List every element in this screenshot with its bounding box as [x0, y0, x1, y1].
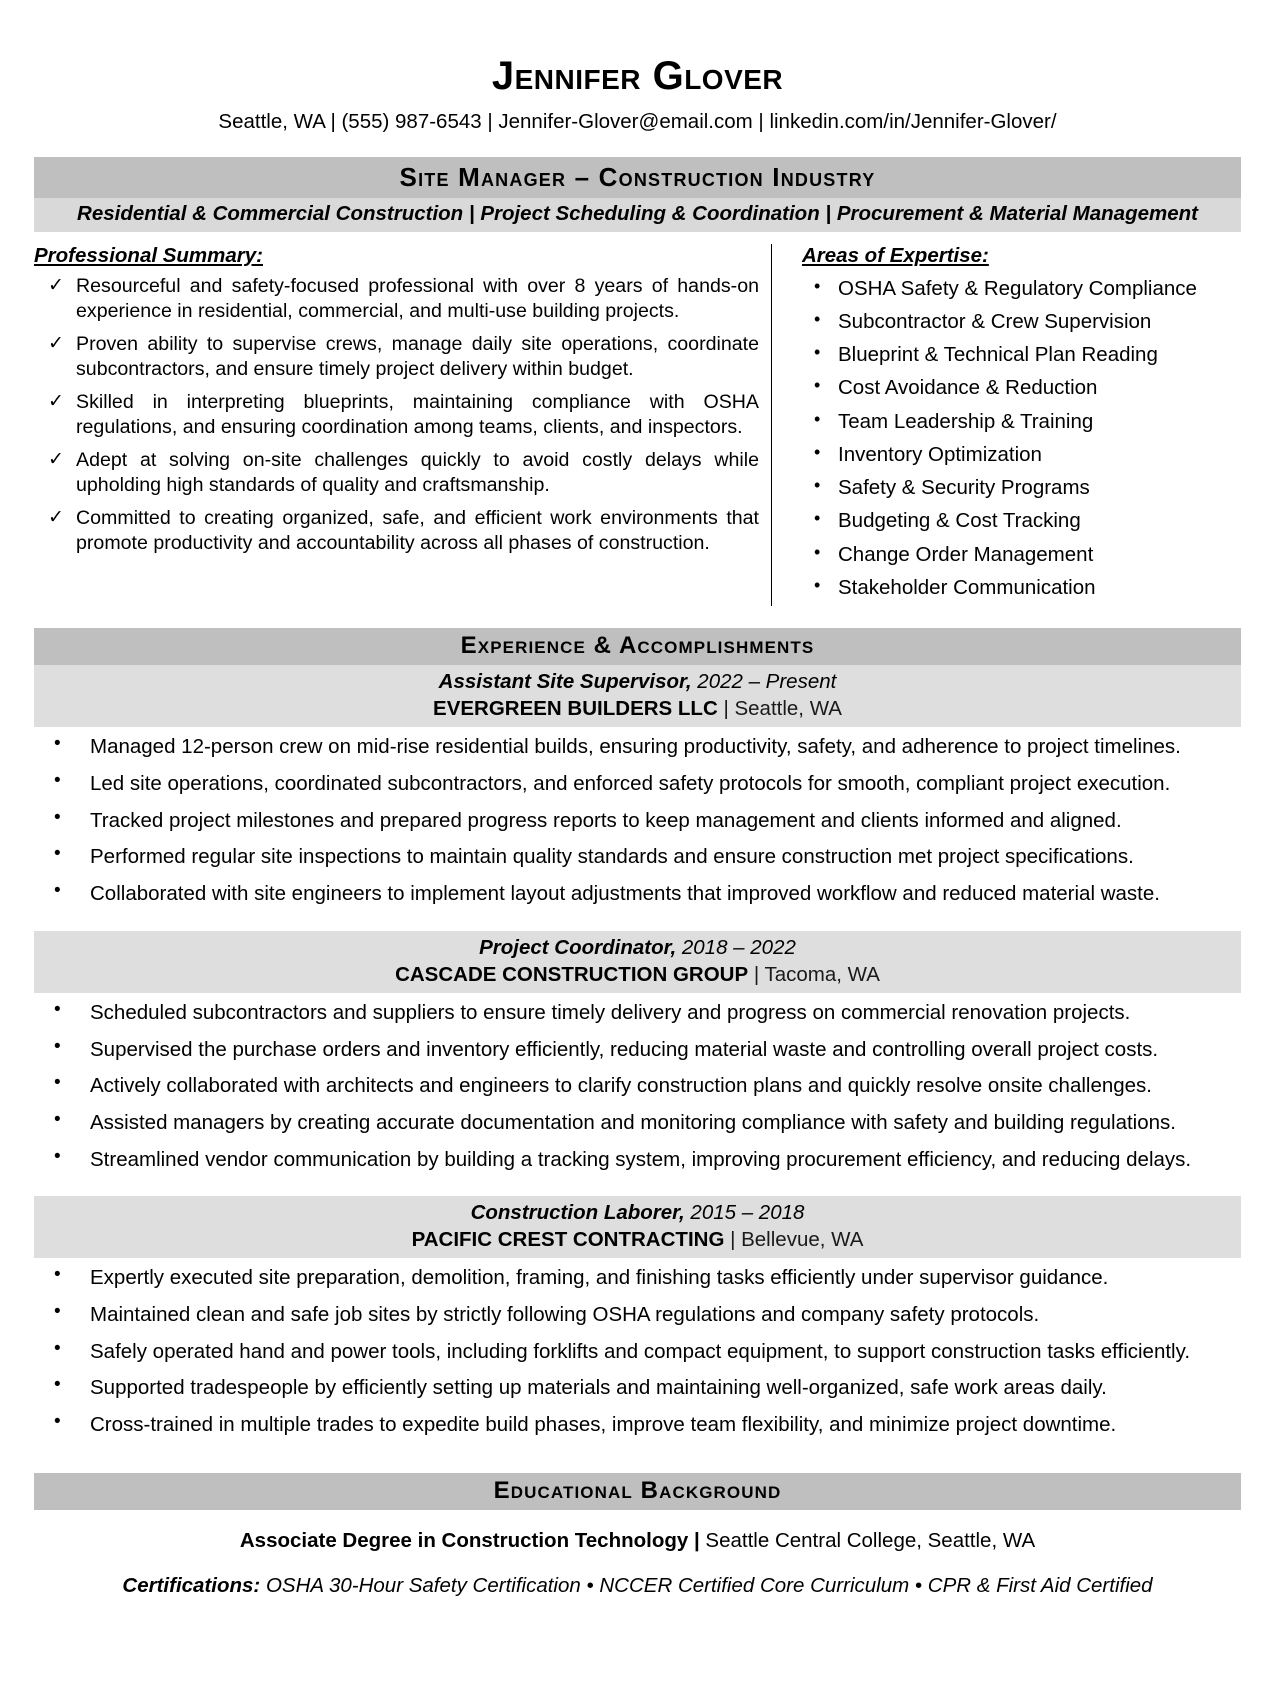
company-name: CASCADE CONSTRUCTION GROUP: [395, 962, 749, 986]
bullet-icon: •: [814, 441, 821, 462]
list-item: [802, 340, 1241, 370]
list-item-text: Adept at solving on-site challenges quickly to avoid costly delays while upholding high standards of quality and craftsmanship.: [76, 448, 759, 497]
job-title-line: [34, 1199, 1241, 1226]
list-item-text: Actively collaborated with architects and engineers to clarify construction plans and quickly resolve onsite challenges.: [90, 1074, 1153, 1098]
certifications-label: Certifications:: [122, 1573, 261, 1597]
list-item-text: Tracked project milestones and prepared progress reports to keep management and clients informed and aligned.: [90, 808, 1122, 832]
list-item-text: Skilled in interpreting blueprints, maintaining compliance with OSHA regulations, and ensuring coordination among teams, clients, and inspectors.: [76, 390, 759, 439]
bullet-icon: •: [814, 574, 821, 595]
list-item: [34, 448, 759, 499]
checkmark-icon: ✓: [48, 390, 64, 412]
degree-name: Associate Degree in Construction Technology |: [239, 1529, 700, 1553]
job-title-line: [34, 668, 1241, 695]
list-item: [802, 373, 1241, 403]
bullet-icon: •: [814, 308, 821, 329]
job-title-line: [34, 934, 1241, 961]
list-item-text: Blueprint & Technical Plan Reading: [838, 343, 1158, 367]
list-item-text: Scheduled subcontractors and suppliers to ensure timely delivery and progress on commercial renovation projects.: [90, 1000, 1131, 1024]
page-title: Jennifer Glover: [491, 54, 784, 98]
list-item-text: Inventory Optimization: [838, 442, 1042, 466]
job-bullet-list: [34, 999, 1241, 1173]
list-item: [34, 733, 1241, 761]
list-item: [34, 1072, 1241, 1100]
job-header: [34, 1196, 1241, 1258]
list-item-text: Resourceful and safety-focused professional with over 8 years of hands-on experience in residential, commercial, and multi-use building projects.: [76, 274, 759, 323]
bullet-icon: •: [54, 1301, 61, 1322]
list-item-text: Safely operated hand and power tools, including forklifts and compact equipment, to support construction tasks efficiently.: [90, 1339, 1191, 1363]
job-dates: 2018 – 2022: [676, 935, 796, 959]
list-item: [34, 1036, 1241, 1064]
company-name: EVERGREEN BUILDERS LLC: [433, 697, 718, 721]
list-item-text: Subcontractor & Crew Supervision: [838, 309, 1152, 333]
list-item-text: Committed to creating organized, safe, and efficient work environments that promote productivity and accountability across all phases of construction.: [76, 506, 759, 554]
list-item: [802, 407, 1241, 437]
list-item: [34, 274, 759, 325]
bullet-icon: •: [54, 1264, 61, 1286]
contact-line: Seattle, WA | (555) 987-6543 | Jennifer-Glover@email.com | linkedin.com/in/Jennifer-Glover/: [218, 110, 1057, 133]
bullet-icon: •: [54, 1374, 61, 1396]
bullet-icon: •: [54, 770, 61, 792]
list-item-text: Supported tradespeople by efficiently setting up materials and maintaining well-organized, safe work areas daily.: [90, 1376, 1107, 1400]
company-location: | Tacoma, WA: [748, 962, 880, 986]
list-item-text: Managed 12-person crew on mid-rise residential builds, ensuring productivity, safety, and adherence to project timelines.: [90, 735, 1181, 759]
job-company-line: [34, 695, 1241, 722]
checkmark-icon: ✓: [48, 332, 64, 354]
areas-of-expertise-column: [772, 244, 1241, 606]
list-item: [34, 770, 1241, 798]
bullet-icon: •: [54, 1108, 61, 1130]
professional-summary-list: [34, 274, 759, 557]
list-item-text: Supervised the purchase orders and inventory efficiently, reducing material waste and controlling overall project costs.: [90, 1037, 1159, 1061]
list-item-text: Performed regular site inspections to maintain quality standards and ensure construction met project specifications.: [90, 845, 1134, 869]
list-item: [802, 307, 1241, 337]
list-item-text: OSHA Safety & Regulatory Compliance: [838, 276, 1197, 300]
headline-block: [34, 157, 1241, 232]
list-item-text: Cost Avoidance & Reduction: [838, 376, 1098, 400]
bullet-icon: •: [54, 843, 61, 865]
list-item: [34, 1301, 1241, 1329]
bullet-icon: •: [54, 1035, 61, 1057]
bullet-icon: •: [814, 275, 821, 296]
list-item-text: Assisted managers by creating accurate documentation and monitoring compliance with safety and building regulations.: [90, 1110, 1176, 1134]
job-header: [34, 931, 1241, 993]
bullet-icon: •: [54, 880, 61, 902]
list-item: [34, 880, 1241, 908]
divider-space: [0, 917, 1275, 931]
list-item-text: Budgeting & Cost Tracking: [838, 509, 1081, 533]
list-item: [802, 573, 1241, 603]
list-item-text: Safety & Security Programs: [838, 476, 1090, 500]
bullet-icon: •: [54, 1411, 61, 1433]
list-item: [34, 1146, 1241, 1174]
bullet-icon: •: [814, 375, 821, 396]
summary-expertise-row: [34, 244, 1241, 606]
professional-summary-column: [34, 244, 772, 606]
job-company-line: [34, 961, 1241, 988]
list-item-text: Team Leadership & Training: [838, 409, 1094, 433]
bullet-icon: •: [814, 408, 821, 429]
certifications-line: [34, 1573, 1241, 1600]
company-name: PACIFIC CREST CONTRACTING: [411, 1228, 725, 1252]
checkmark-icon: ✓: [48, 274, 64, 296]
subheadline-bar: Residential & Commercial Construction | Project Scheduling & Coordination | Procurement & Material Management: [34, 198, 1241, 232]
list-item: [802, 540, 1241, 570]
school-name: Seattle Central College, Seattle, WA: [699, 1529, 1036, 1553]
list-item: [34, 807, 1241, 835]
list-item: [34, 1374, 1241, 1402]
bullet-icon: •: [814, 508, 821, 529]
job-bullet-list: [34, 1264, 1241, 1438]
list-item: [802, 473, 1241, 503]
list-item: [34, 332, 759, 383]
job-header: [34, 665, 1241, 727]
bullet-icon: •: [814, 541, 821, 562]
list-item-text: Proven ability to supervise crews, manage daily site operations, coordinate subcontractors, and ensure timely project delivery within budget.: [76, 332, 759, 381]
education-degree-line: [34, 1528, 1241, 1555]
divider-space: [0, 1182, 1275, 1196]
list-item: [34, 1264, 1241, 1292]
job-dates: 2022 – Present: [691, 670, 837, 694]
resume-page: [0, 56, 1275, 1706]
list-item: [34, 999, 1241, 1027]
job-company-line: [34, 1226, 1241, 1253]
list-item-text: Collaborated with site engineers to implement layout adjustments that improved workflow and reduced material waste.: [90, 882, 1160, 906]
bullet-icon: •: [54, 1145, 61, 1167]
list-item-text: Cross-trained in multiple trades to expedite build phases, improve team flexibility, and minimize project downtime.: [90, 1413, 1117, 1437]
list-item-text: Stakeholder Communication: [838, 575, 1096, 599]
headline-bar: Site Manager – Construction Industry: [34, 157, 1241, 199]
bullet-icon: •: [54, 1337, 61, 1359]
education-section-heading: Educational Background: [34, 1473, 1241, 1510]
job-bullet-list: [34, 733, 1241, 907]
experience-section-heading: Experience & Accomplishments: [34, 628, 1241, 665]
checkmark-icon: ✓: [48, 448, 64, 470]
company-location: | Bellevue, WA: [724, 1228, 864, 1252]
list-item: [34, 1411, 1241, 1439]
bullet-icon: •: [54, 998, 61, 1020]
bullet-icon: •: [54, 1072, 61, 1094]
bullet-icon: •: [814, 342, 821, 363]
job-title: Project Coordinator,: [479, 935, 677, 959]
list-item: [34, 506, 759, 557]
bullet-icon: •: [814, 475, 821, 496]
professional-summary-heading: Professional Summary:: [34, 243, 263, 267]
bullet-icon: •: [54, 806, 61, 828]
areas-of-expertise-list: [802, 274, 1241, 603]
list-item: [34, 1109, 1241, 1137]
list-item: [34, 843, 1241, 871]
list-item: [34, 1338, 1241, 1366]
job-title: Construction Laborer,: [470, 1201, 685, 1225]
list-item-text: Change Order Management: [838, 542, 1094, 566]
bullet-icon: •: [54, 733, 61, 755]
list-item: [34, 390, 759, 441]
job-title: Assistant Site Supervisor,: [438, 670, 692, 694]
list-item-text: Streamlined vendor communication by building a tracking system, improving procurement efficiency, and reducing delays.: [90, 1147, 1192, 1171]
checkmark-icon: ✓: [48, 506, 64, 528]
job-dates: 2015 – 2018: [684, 1201, 805, 1225]
list-item-text: Maintained clean and safe job sites by strictly following OSHA regulations and company safety protocols.: [90, 1303, 1040, 1326]
certifications-text: OSHA 30-Hour Safety Certification • NCCER Certified Core Curriculum • CPR & First Aid Certified: [260, 1573, 1153, 1597]
list-item: [802, 506, 1241, 536]
company-location: | Seattle, WA: [717, 697, 842, 721]
list-item: [802, 274, 1241, 304]
list-item-text: Led site operations, coordinated subcontractors, and enforced safety protocols for smooth, compliant project execution.: [90, 772, 1171, 796]
list-item: [802, 440, 1241, 470]
areas-of-expertise-heading: Areas of Expertise:: [802, 243, 989, 267]
list-item-text: Expertly executed site preparation, demolition, framing, and finishing tasks efficiently under supervisor guidance.: [90, 1266, 1109, 1290]
